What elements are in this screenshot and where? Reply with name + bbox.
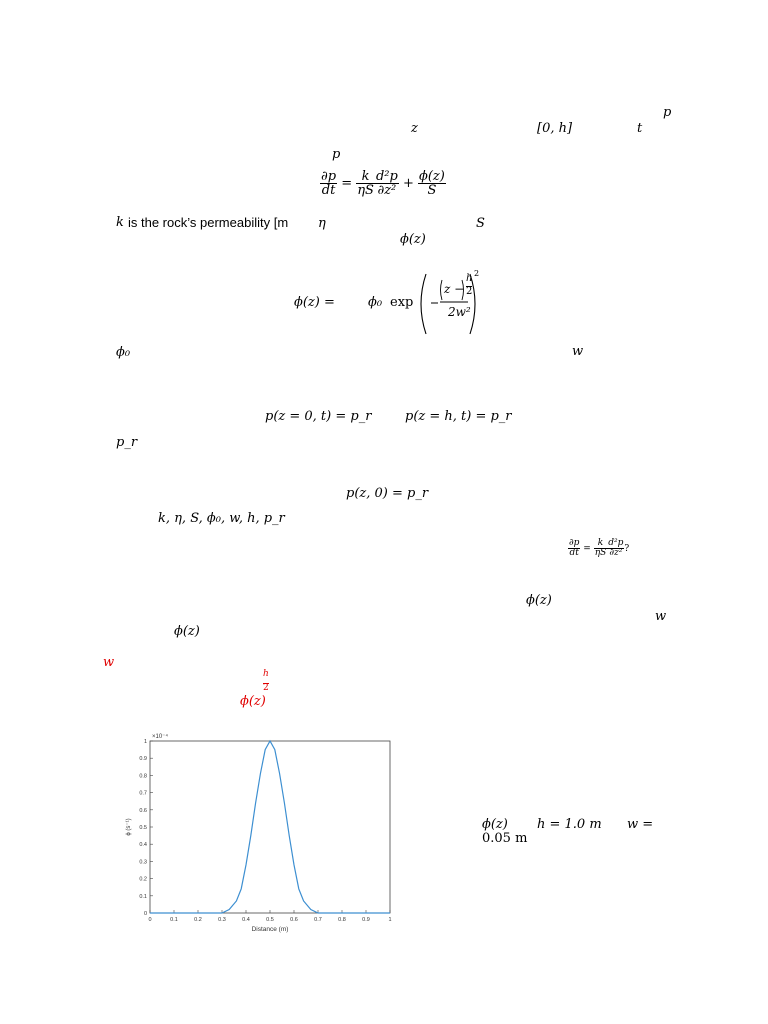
red-w: w [103, 655, 115, 670]
caption-w-value: 0.05 m [482, 831, 528, 846]
pr-label: p_r [116, 435, 138, 450]
s-symbol: S [476, 216, 485, 231]
y-tick-label: 0.8 [139, 773, 147, 780]
var-p-top: p [663, 105, 672, 120]
y-tick-label: 0.4 [139, 842, 147, 849]
var-t: t [637, 121, 643, 136]
boundary-left: p(z = 0, t) = p_r [265, 409, 372, 424]
interval: [0, h] [537, 121, 573, 136]
red-phi: ϕ(z) [240, 694, 266, 709]
caption-h: h = 1.0 m [537, 817, 602, 832]
x-tick-label: 0.6 [290, 917, 298, 923]
phi-z-label: ϕ(z) [400, 232, 426, 247]
y-tick-label: 0 [143, 911, 147, 917]
phi-z-right: ϕ(z) [526, 593, 552, 608]
red-h: h [263, 669, 269, 679]
y-tick-label: 1 [143, 739, 147, 745]
phi-z-left: ϕ(z) [174, 624, 200, 639]
diffusion-equation: $\frac{\partial p}{dt}$ = $\frac{k}{\eta S}$ $\frac{\text{d²p}}{\text{∂z²}}$ + $\frac{\phi(z)}{S}$ [321, 169, 445, 198]
x-tick-label: 0.8 [338, 917, 346, 923]
permeability-text: is the rock’s permeability [m [128, 215, 289, 230]
var-p-second: p [332, 147, 341, 162]
k-symbol: k [116, 215, 124, 230]
caption-phi: ϕ(z) [482, 817, 508, 832]
y-tick-label: 0.3 [139, 859, 147, 866]
parameter-list: k, η, S, ϕ₀, w, h, p_r [158, 511, 285, 526]
caption-w: w = [627, 817, 654, 832]
x-tick-label: 0.1 [170, 917, 178, 923]
red-two: 2 [263, 683, 269, 693]
plot-frame [150, 741, 390, 913]
x-tick-label: 0 [148, 917, 152, 923]
series-line [150, 741, 390, 913]
x-tick-label: 0.2 [194, 917, 202, 923]
initial-condition: p(z, 0) = p_r [346, 486, 429, 501]
gaussian-plot [110, 728, 410, 938]
gaussian-equation: ϕ(z) = ϕ₀ exp z − h 2 2 2w² [294, 272, 484, 336]
y-tick-label: 0.9 [139, 756, 147, 763]
var-z: z [411, 121, 418, 136]
y-tick-label: 0.5 [139, 825, 147, 831]
y-exponent: ×10⁻⁴ [152, 734, 168, 740]
x-tick-label: 0.9 [362, 917, 370, 923]
y-tick-label: 0.6 [139, 807, 147, 814]
phi0-label: ϕ₀ [116, 345, 131, 360]
x-tick-label: 0.5 [266, 917, 274, 923]
y-tick-label: 0.2 [139, 876, 147, 883]
boundary-right: p(z = h, t) = p_r [405, 409, 512, 424]
question-equation: $\frac{\partial p}{dt}$ = $\frac{k}{\eta S}$ $\frac{\text{d²p}}{\text{∂z²}}$ ? [569, 538, 630, 558]
x-tick-label: 0.7 [314, 917, 322, 923]
y-axis-label: ϕ (s⁻¹) [126, 818, 132, 836]
x-axis-label: Distance (m) [251, 926, 289, 933]
y-tick-label: 0.7 [139, 790, 147, 797]
x-tick-label: 1 [388, 917, 392, 923]
w-label: w [572, 344, 584, 359]
x-tick-label: 0.3 [218, 917, 226, 923]
w-right: w [655, 609, 667, 624]
y-tick-label: 0.1 [139, 893, 147, 900]
eta-symbol: η [318, 216, 326, 231]
x-tick-label: 0.4 [242, 917, 250, 923]
